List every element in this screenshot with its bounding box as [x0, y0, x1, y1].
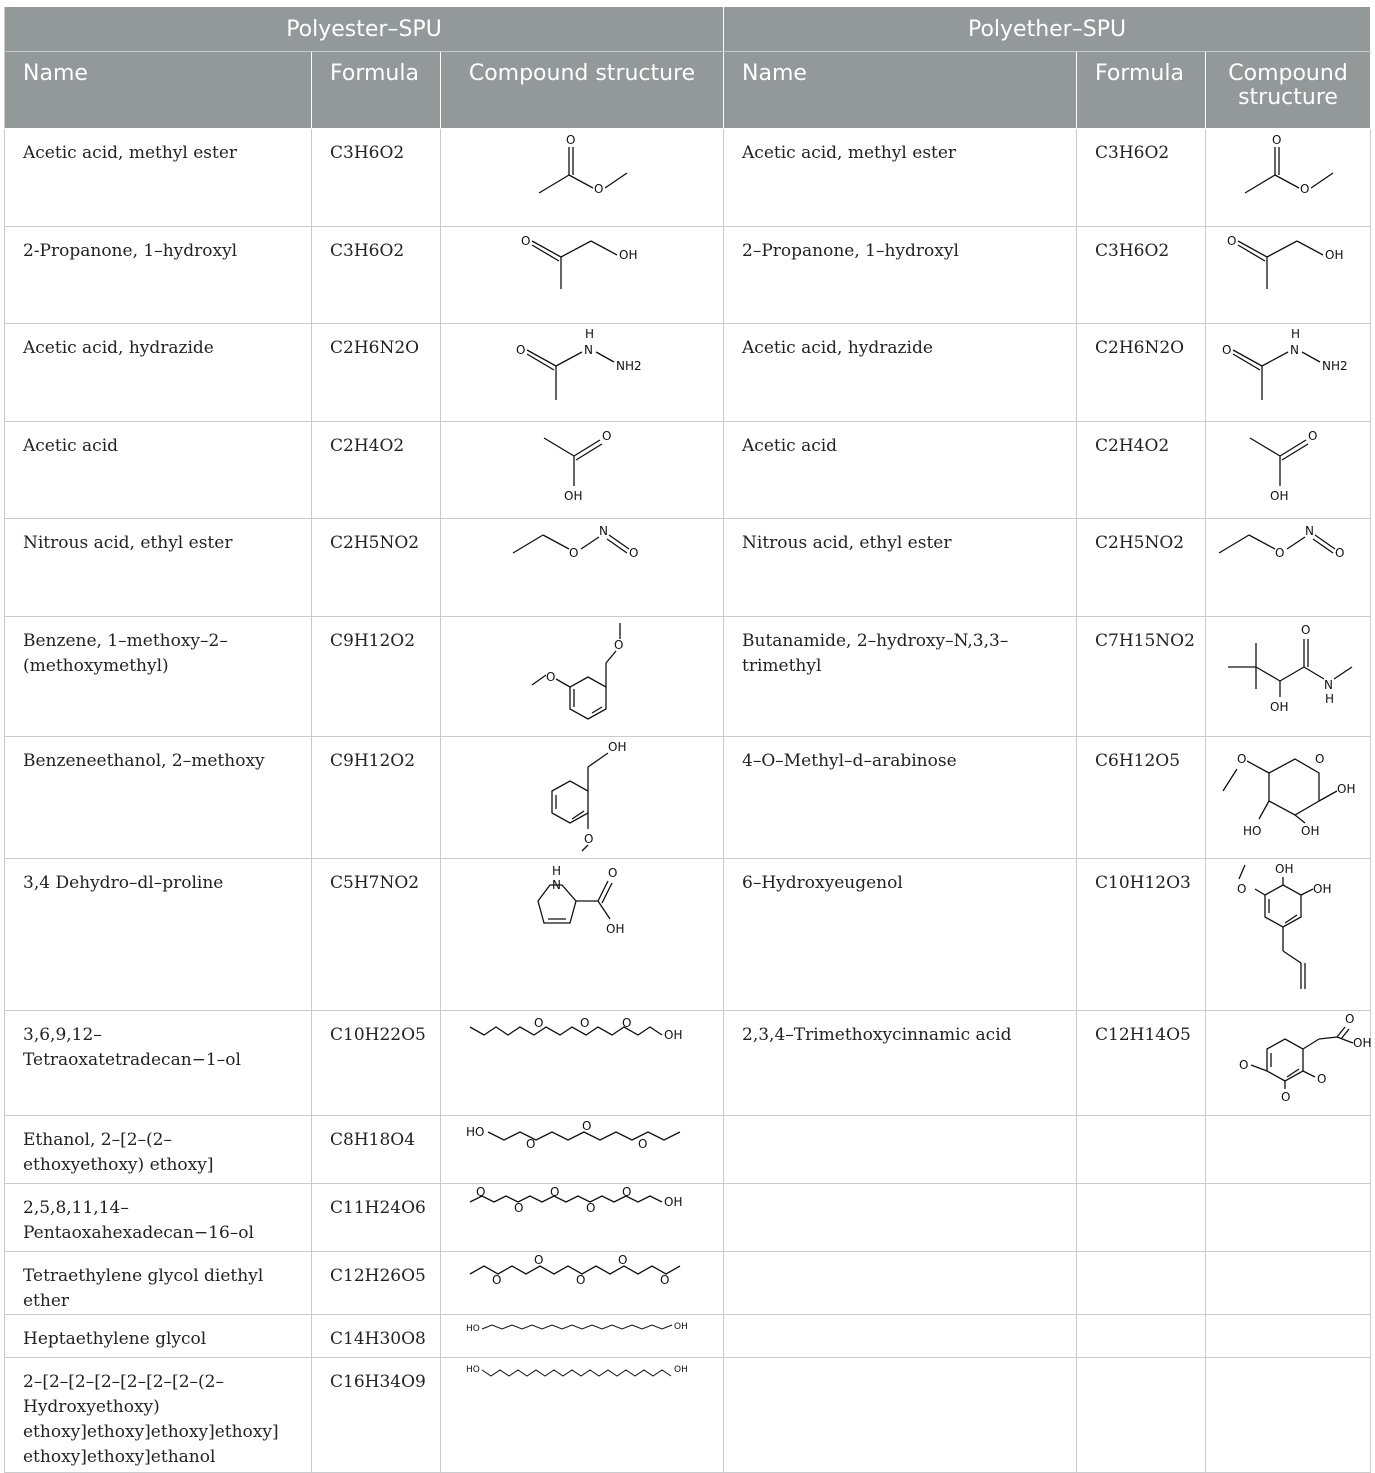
atom-label: O: [569, 546, 579, 560]
name-cell: Benzeneethanol, 2–methoxy: [5, 737, 312, 859]
structure-cell: [441, 227, 724, 324]
atom-label: O: [614, 638, 624, 652]
atom-label: OH: [619, 248, 638, 262]
formula-cell: C2H5NO2: [312, 519, 441, 617]
name-cell: 2,5,8,11,14– Pentaoxahexadecan−16–ol: [5, 1184, 312, 1252]
formula-cell: C10H22O5: [312, 1011, 441, 1116]
formula-cell: C8H18O4: [312, 1116, 441, 1184]
tetraethylene-glycol-diethyl-ether-structure: [462, 1254, 702, 1290]
atom-label: OH: [1325, 248, 1344, 262]
formula-cell: C2H4O2: [312, 422, 441, 519]
formula-cell: C12H14O5: [1077, 1011, 1206, 1116]
name-cell: 4–O–Methyl–d–arabinose: [724, 737, 1077, 859]
atom-label: O: [1301, 623, 1311, 637]
formula-cell: C9H12O2: [312, 617, 441, 737]
atom-label: O: [1315, 752, 1325, 766]
atom-label: O: [526, 1137, 536, 1151]
methyl-arabinose-structure: [1213, 739, 1363, 853]
atom-label: OH: [664, 1195, 683, 1209]
empty-cell: [1077, 1252, 1206, 1315]
empty-cell: [1206, 1252, 1371, 1315]
atom-label: O: [521, 234, 531, 248]
atom-label: O: [1237, 752, 1247, 766]
group-header-polyether: Polyether–SPU: [724, 7, 1371, 52]
header-formula-left: Formula: [312, 52, 441, 129]
header-structure-right: Compound structure: [1206, 52, 1371, 129]
atom-label: N: [599, 524, 608, 538]
atom-label: O: [1222, 343, 1232, 357]
table-row: [5, 1011, 1371, 1116]
methoxy-benzeneethanol-structure: [522, 739, 642, 853]
atom-label: O: [618, 1253, 628, 1267]
table-row: [5, 422, 1371, 519]
atom-label: O: [586, 1201, 596, 1215]
name-cell: Acetic acid, methyl ester: [724, 129, 1077, 227]
atom-label: O: [1239, 1058, 1249, 1072]
table-row: [5, 1184, 1371, 1252]
atom-label: HO: [466, 1365, 480, 1375]
formula-cell: C2H5NO2: [1077, 519, 1206, 617]
structure-cell: [441, 1252, 724, 1315]
atom-label: HO: [466, 1125, 485, 1139]
atom-label: O: [1317, 1072, 1327, 1086]
ethyl-nitrite-structure: [507, 521, 657, 571]
atom-label: O: [638, 1137, 648, 1151]
structure-cell: [441, 1011, 724, 1116]
atom-label: O: [516, 343, 526, 357]
name-cell: 2–[2–[2–[2–[2–[2–[2–(2– Hydroxyethoxy) ethoxy]ethoxy]ethoxy]ethoxy] ethoxy]ethoxy]ethanol: [5, 1358, 312, 1473]
ethoxyethoxy-ethanol-structure: [462, 1118, 702, 1154]
formula-cell: C6H12O5: [1077, 737, 1206, 859]
formula-cell: C3H6O2: [1077, 227, 1206, 324]
table-row: [5, 129, 1371, 227]
structure-cell: [1206, 519, 1371, 617]
atom-label: O: [1275, 546, 1285, 560]
atom-label: O: [546, 670, 556, 684]
methyl-acetate-structure: [527, 131, 637, 211]
empty-cell: [1206, 1358, 1371, 1473]
name-cell: Butanamide, 2–hydroxy–N,3,3–trimethyl: [724, 617, 1077, 737]
atom-label: O: [584, 832, 594, 846]
group-header-polyester: Polyester–SPU: [5, 7, 724, 52]
atom-label: N: [1290, 343, 1299, 357]
compound-table: [4, 6, 1371, 1473]
empty-cell: [1077, 1358, 1206, 1473]
header-formula-right: Formula: [1077, 52, 1206, 129]
formula-cell: C5H7NO2: [312, 859, 441, 1011]
structure-cell: [1206, 129, 1371, 227]
formula-cell: C7H15NO2: [1077, 617, 1206, 737]
name-cell: Benzene, 1–methoxy–2–(methoxymethyl): [5, 617, 312, 737]
structure-cell: [441, 859, 724, 1011]
name-cell: 2-Propanone, 1–hydroxyl: [5, 227, 312, 324]
atom-label: O: [550, 1185, 560, 1199]
dehydroproline-structure: [522, 861, 642, 951]
hydroxyacetone-structure: [1223, 229, 1353, 309]
butanamide-structure: [1218, 619, 1358, 731]
atom-label: H: [1325, 692, 1335, 706]
atom-label: NH2: [1322, 359, 1348, 373]
atom-label: O: [629, 546, 639, 560]
formula-cell: C11H24O6: [312, 1184, 441, 1252]
formula-cell: C2H4O2: [1077, 422, 1206, 519]
empty-cell: [1077, 1116, 1206, 1184]
atom-label: OH: [1275, 862, 1294, 876]
name-cell: 6–Hydroxyeugenol: [724, 859, 1077, 1011]
atom-label: OH: [1270, 489, 1289, 503]
atom-label: O: [534, 1016, 544, 1030]
atom-label: OH: [564, 489, 583, 503]
structure-cell: [1206, 1011, 1371, 1116]
atom-label: O: [534, 1253, 544, 1267]
heptaethylene-glycol-structure: [462, 1317, 702, 1345]
name-cell: 2,3,4–Trimethoxycinnamic acid: [724, 1011, 1077, 1116]
table-row: [5, 519, 1371, 617]
table-row: [5, 324, 1371, 422]
structure-cell: [441, 422, 724, 519]
empty-cell: [1077, 1184, 1206, 1252]
atom-label: O: [622, 1185, 632, 1199]
name-cell: Nitrous acid, ethyl ester: [5, 519, 312, 617]
table-row: [5, 617, 1371, 737]
name-cell: Acetic acid, hydrazide: [724, 324, 1077, 422]
empty-cell: [1206, 1184, 1371, 1252]
formula-cell: C10H12O3: [1077, 859, 1206, 1011]
atom-label: O: [660, 1273, 670, 1287]
atom-label: HO: [466, 1324, 480, 1334]
hydroxyacetone-structure: [517, 229, 647, 309]
hydroxyeugenol-structure: [1213, 861, 1363, 1007]
name-cell: Acetic acid: [724, 422, 1077, 519]
table-row: [5, 1252, 1371, 1315]
atom-label: OH: [674, 1365, 688, 1375]
structure-cell: [441, 324, 724, 422]
atom-label: N: [552, 878, 561, 892]
atom-label: O: [582, 1119, 592, 1133]
atom-label: OH: [1301, 824, 1320, 838]
acetic-acid-structure: [1238, 424, 1338, 508]
atom-label: O: [566, 133, 576, 147]
atom-label: O: [492, 1273, 502, 1287]
structure-cell: [1206, 324, 1371, 422]
empty-cell: [724, 1116, 1077, 1184]
header-structure-left: Compound structure: [441, 52, 724, 129]
structure-cell: [1206, 617, 1371, 737]
atom-label: O: [602, 429, 612, 443]
structure-cell: [1206, 227, 1371, 324]
structure-cell: [441, 737, 724, 859]
atom-label: O: [622, 1016, 632, 1030]
empty-cell: [724, 1184, 1077, 1252]
name-cell: Heptaethylene glycol: [5, 1315, 312, 1358]
acetohydrazide-structure: [512, 326, 652, 408]
structure-cell: [1206, 859, 1371, 1011]
atom-label: OH: [674, 1322, 688, 1332]
atom-label: O: [1227, 234, 1237, 248]
header-name-left: Name: [5, 52, 312, 129]
atom-label: H: [585, 327, 595, 341]
pentaoxahexadecanol-structure: [462, 1186, 702, 1218]
atom-label: OH: [664, 1028, 683, 1042]
atom-label: OH: [1313, 882, 1332, 896]
atom-label: OH: [1270, 700, 1289, 714]
methyl-acetate-structure: [1233, 131, 1343, 211]
atom-label: O: [1272, 133, 1282, 147]
ethyl-nitrite-structure: [1213, 521, 1363, 571]
name-cell: Acetic acid, methyl ester: [5, 129, 312, 227]
atom-label: NH2: [616, 359, 642, 373]
table-row: [5, 859, 1371, 1011]
atom-label: O: [514, 1201, 524, 1215]
structure-cell: [1206, 422, 1371, 519]
name-cell: 2–Propanone, 1–hydroxyl: [724, 227, 1077, 324]
atom-label: O: [1281, 1090, 1291, 1104]
formula-cell: C2H6N2O: [312, 324, 441, 422]
name-cell: Acetic acid, hydrazide: [5, 324, 312, 422]
trimethoxycinnamic-acid-structure: [1213, 1012, 1372, 1111]
name-cell: Acetic acid: [5, 422, 312, 519]
table-row: [5, 1116, 1371, 1184]
acetic-acid-structure: [532, 424, 632, 508]
atom-label: O: [576, 1273, 586, 1287]
formula-cell: C9H12O2: [312, 737, 441, 859]
atom-label: OH: [1353, 1036, 1372, 1050]
atom-label: O: [1308, 429, 1318, 443]
name-cell: Ethanol, 2–[2–(2–ethoxyethoxy) ethoxy]: [5, 1116, 312, 1184]
atom-label: OH: [608, 740, 627, 754]
atom-label: O: [594, 182, 604, 196]
structure-cell: [1206, 737, 1371, 859]
atom-label: O: [1335, 546, 1345, 560]
structure-cell: [441, 1358, 724, 1473]
empty-cell: [1206, 1116, 1371, 1184]
formula-cell: C12H26O5: [312, 1252, 441, 1315]
group-header-row: [5, 7, 1371, 52]
name-cell: 3,6,9,12–Tetraoxatetradecan−1–ol: [5, 1011, 312, 1116]
structure-cell: [441, 1116, 724, 1184]
atom-label: H: [1291, 327, 1301, 341]
structure-cell: [441, 1184, 724, 1252]
name-cell: 3,4 Dehydro–dl–proline: [5, 859, 312, 1011]
structure-cell: [441, 1315, 724, 1358]
atom-label: O: [1237, 882, 1247, 896]
table-row: [5, 1358, 1371, 1473]
formula-cell: C16H34O9: [312, 1358, 441, 1473]
formula-cell: C3H6O2: [312, 227, 441, 324]
atom-label: OH: [1337, 782, 1356, 796]
atom-label: OH: [606, 922, 625, 936]
name-cell: Tetraethylene glycol diethyl ether: [5, 1252, 312, 1315]
atom-label: O: [1345, 1012, 1355, 1026]
atom-label: O: [608, 866, 618, 880]
empty-cell: [1077, 1315, 1206, 1358]
methoxy-methoxymethyl-benzene-structure: [522, 619, 642, 731]
empty-cell: [724, 1315, 1077, 1358]
formula-cell: C3H6O2: [312, 129, 441, 227]
atom-label: O: [476, 1185, 486, 1199]
formula-cell: C14H30O8: [312, 1315, 441, 1358]
atom-label: H: [552, 864, 562, 878]
column-header-row: [5, 52, 1371, 129]
atom-label: O: [580, 1016, 590, 1030]
table-row: [5, 737, 1371, 859]
atom-label: N: [584, 343, 593, 357]
table-row: [5, 227, 1371, 324]
atom-label: O: [1300, 182, 1310, 196]
atom-label: HO: [1243, 824, 1262, 838]
atom-label: N: [1305, 524, 1314, 538]
table-row: [5, 1315, 1371, 1358]
acetohydrazide-structure: [1218, 326, 1358, 408]
octaethylene-glycol-structure: [462, 1360, 702, 1388]
structure-cell: [441, 617, 724, 737]
empty-cell: [1206, 1315, 1371, 1358]
atom-label: N: [1324, 678, 1333, 692]
structure-cell: [441, 519, 724, 617]
header-name-right: Name: [724, 52, 1077, 129]
empty-cell: [724, 1358, 1077, 1473]
formula-cell: C2H6N2O: [1077, 324, 1206, 422]
name-cell: Nitrous acid, ethyl ester: [724, 519, 1077, 617]
structure-cell: [441, 129, 724, 227]
empty-cell: [724, 1252, 1077, 1315]
tetraoxatetradecanol-structure: [462, 1013, 702, 1053]
formula-cell: C3H6O2: [1077, 129, 1206, 227]
